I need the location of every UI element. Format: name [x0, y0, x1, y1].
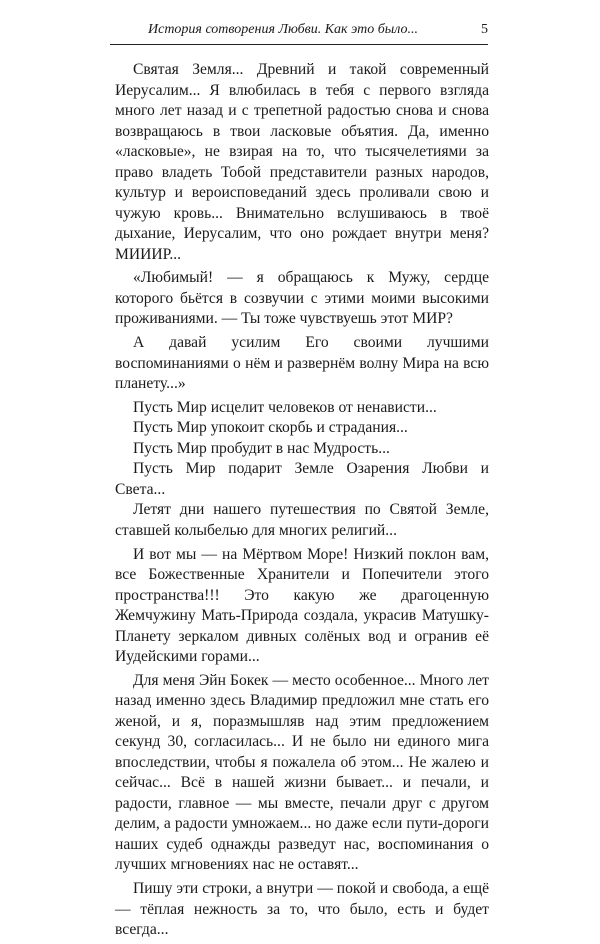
running-header: [110, 18, 488, 45]
paragraph: Для меня Эйн Бокек — место особенное... Много лет назад именно здесь Владимир предложил мне стать его женой, и я, поразмышляв над этим предложением секунд 30, согласилась... И не было ни единого мига впоследствии, чтобы я пожалела об этом... Не жалею и сейчас... Всё в нашей жизни бывает... и печали, и радости, главное — мы вместе, печали друг с другом делим, а радости умножаем... но даже если пути-дороги наших судеб однажды разведут нас, воспоминания о лучших мгновениях нас не оставят...: [115, 671, 489, 874]
paragraph: Пусть Мир подарит Земле Озарения Любви и Света...: [115, 460, 489, 498]
paragraph: Святая Земля... Древний и такой современный Иерусалим... Я влюбилась в тебя с первого взгляда много лет назад и с трепетной радостью снова и снова возвращаюсь в твои ласковые объятия. Да, именно «ласковые», не взирая на то, что тысячелетиями за право владеть Тобой представители разных народов, культур и вероисповеданий здесь проливали свою и чужую кровь... Внимательно вслушиваюсь в твоё дыхание, Иерусалим, что оно рождает внутри меня? МИИИР...: [115, 61, 489, 263]
paragraph: Пишу эти строки, а внутри — покой и свобода, а ещё — тёплая нежность за то, что было, есть и будет всегда...: [115, 880, 489, 939]
paragraph: Пусть Мир исцелит человеков от ненависти...: [133, 398, 437, 416]
running-title: История сотворения Любви. Как это было...: [148, 22, 419, 37]
paragraph: И вот мы — на Мёртвом Море! Низкий поклон вам, все Божественные Хранители и Попечители этого пространства!!! Это какую же драгоценную Жемчужину Мать-Природа создала, украсив Матушку-Планету зеркалом дивных солёных вод и огранив её Иудейскими горами...: [115, 545, 489, 666]
paragraph: Летят дни нашего путешествия по Святой Земле, ставшей колыбелью для многих религий...: [115, 501, 489, 539]
paragraph: А давай усилим Его своими лучшими воспоминаниями о нём и развернём волну Мира на всю планету...»: [115, 334, 489, 393]
paragraph: «Любимый! — я обращаюсь к Мужу, сердце которого бьётся в созвучии с этими моими высокими проживаниями. — Ты тоже чувствуешь этот МИР?: [115, 269, 489, 328]
paragraph: Пусть Мир упокоит скорбь и страдания...: [133, 419, 408, 437]
paragraph: Пусть Мир пробудит в нас Мудрость...: [133, 439, 390, 457]
body-text: [115, 60, 489, 944]
page-number: 5: [481, 22, 488, 37]
